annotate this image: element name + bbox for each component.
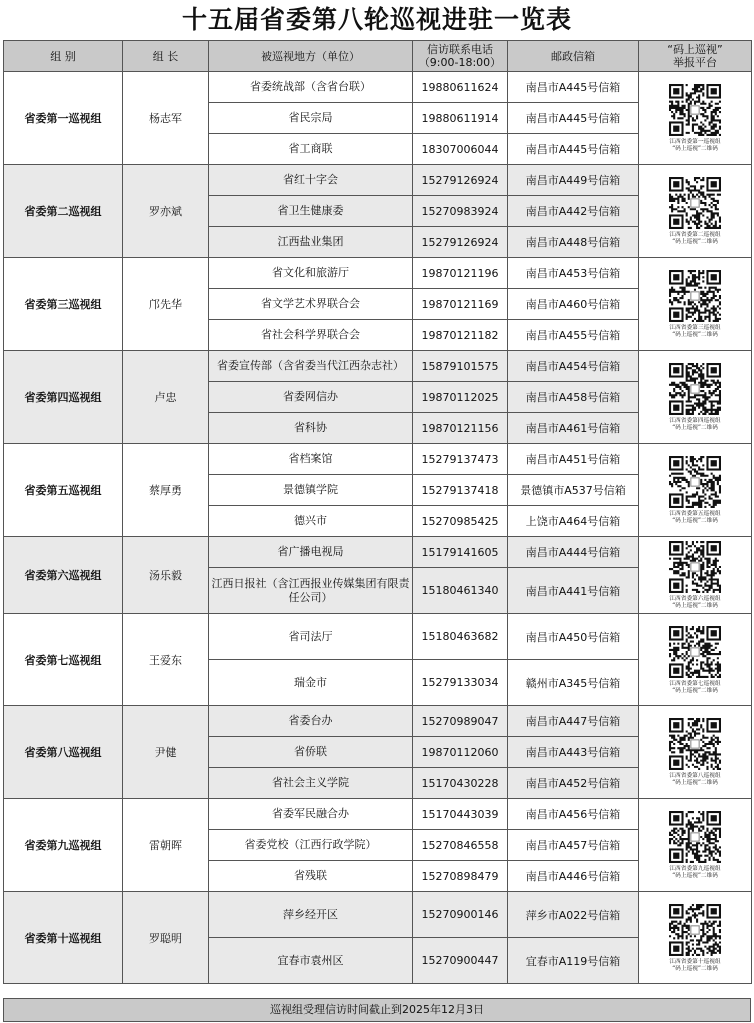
header-mail: 邮政信箱: [508, 41, 639, 72]
table-row: [4, 537, 752, 568]
group-name: 省委第二巡视组: [4, 165, 123, 258]
qr-caption-group: 江西省委第六巡视组: [669, 595, 721, 602]
group-name: 省委第四巡视组: [4, 351, 123, 444]
group-name: 省委第五巡视组: [4, 444, 123, 537]
qr-block[interactable]: [641, 904, 749, 972]
header-leader: 组 长: [123, 41, 209, 72]
phone-number: 15279126924: [413, 165, 508, 196]
qr-cell: [639, 537, 752, 614]
qr-caption-group: 江西省委第三巡视组: [669, 324, 721, 331]
qr-code-image: [669, 718, 721, 770]
qr-cell: [639, 351, 752, 444]
mailbox: 南昌市A446号信箱: [508, 861, 639, 892]
unit-name: 省委统战部（含省台联）: [209, 72, 413, 103]
phone-number: 15170443039: [413, 799, 508, 830]
qr-caption-label: “码上巡视”二维码: [672, 602, 718, 609]
table-row: [4, 892, 752, 938]
qr-code-image: [669, 84, 721, 136]
header-phone-line1: 信访联系电话: [427, 43, 493, 56]
group-leader: 王爱东: [123, 614, 209, 706]
qr-code-image: [669, 363, 721, 415]
table-row: [4, 258, 752, 289]
qr-caption-group: 江西省委第十巡视组: [669, 957, 721, 965]
mailbox: 南昌市A454号信箱: [508, 351, 639, 382]
qr-block[interactable]: [641, 84, 749, 152]
mailbox: 南昌市A448号信箱: [508, 227, 639, 258]
phone-number: 19880611624: [413, 72, 508, 103]
qr-block[interactable]: [641, 541, 749, 609]
group-leader: 罗亦斌: [123, 165, 209, 258]
qr-cell: [639, 706, 752, 799]
unit-name: 省侨联: [209, 737, 413, 768]
table-row: [4, 799, 752, 830]
phone-number: 15279126924: [413, 227, 508, 258]
unit-name: 省委军民融合办: [209, 799, 413, 830]
mailbox: 景德镇市A537号信箱: [508, 475, 639, 506]
qr-caption-label: “码上巡视”二维码: [672, 331, 718, 338]
qr-caption-group: 江西省委第四巡视组: [669, 417, 721, 424]
group-leader: 雷朝晖: [123, 799, 209, 892]
unit-name: 江西盐业集团: [209, 227, 413, 258]
phone-number: 15279137418: [413, 475, 508, 506]
qr-cell: [639, 614, 752, 706]
mailbox: 赣州市A345号信箱: [508, 660, 639, 706]
qr-block[interactable]: [641, 456, 749, 524]
phone-number: 19870112025: [413, 382, 508, 413]
unit-name: 瑞金市: [209, 660, 413, 706]
mailbox: 南昌市A444号信箱: [508, 537, 639, 568]
unit-name: 省科协: [209, 413, 413, 444]
unit-name: 景德镇学院: [209, 475, 413, 506]
phone-number: 15270846558: [413, 830, 508, 861]
mailbox: 南昌市A456号信箱: [508, 799, 639, 830]
mailbox: 南昌市A453号信箱: [508, 258, 639, 289]
group-leader: 罗聪明: [123, 892, 209, 984]
header-phone: [413, 41, 508, 72]
group-name: 省委第一巡视组: [4, 72, 123, 165]
phone-number: 15270985425: [413, 506, 508, 537]
mailbox: 南昌市A451号信箱: [508, 444, 639, 475]
qr-caption-group: 江西省委第九巡视组: [669, 865, 721, 872]
mailbox: 萍乡市A022号信箱: [508, 892, 639, 938]
qr-caption-group: 江西省委第二巡视组: [669, 231, 721, 238]
phone-number: 15270983924: [413, 196, 508, 227]
qr-caption-label: “码上巡视”二维码: [672, 424, 718, 431]
phone-number: 19880611914: [413, 103, 508, 134]
mailbox: 南昌市A460号信箱: [508, 289, 639, 320]
group-leader: 汤乐毅: [123, 537, 209, 614]
unit-name: 省广播电视局: [209, 537, 413, 568]
qr-code-image: [669, 541, 721, 593]
unit-name: 省委台办: [209, 706, 413, 737]
header-qr-line1: “码上巡视”: [667, 43, 723, 56]
qr-block[interactable]: [641, 718, 749, 786]
phone-number: 15180463682: [413, 614, 508, 660]
unit-name: 省文学艺术界联合会: [209, 289, 413, 320]
qr-caption-group: 江西省委第八巡视组: [669, 772, 721, 779]
qr-code-image: [669, 270, 721, 322]
mailbox: 南昌市A457号信箱: [508, 830, 639, 861]
table-row: [4, 706, 752, 737]
table-row: [4, 72, 752, 103]
qr-block[interactable]: [641, 363, 749, 431]
unit-name: 省委宣传部（含省委当代江西杂志社）: [209, 351, 413, 382]
unit-name: 省司法厅: [209, 614, 413, 660]
header-unit: 被巡视地方（单位）: [209, 41, 413, 72]
mailbox: 宜春市A119号信箱: [508, 938, 639, 984]
unit-name: 省文化和旅游厅: [209, 258, 413, 289]
qr-code-image: [669, 904, 721, 956]
qr-code-image: [669, 626, 721, 678]
phone-number: 18307006044: [413, 134, 508, 165]
phone-number: 15270900146: [413, 892, 508, 938]
group-name: 省委第八巡视组: [4, 706, 123, 799]
unit-name: 萍乡经开区: [209, 892, 413, 938]
group-name: 省委第十巡视组: [4, 892, 123, 984]
mailbox: 南昌市A442号信箱: [508, 196, 639, 227]
table-header-row: [4, 41, 752, 72]
qr-cell: [639, 72, 752, 165]
header-group: 组 别: [4, 41, 123, 72]
qr-caption-label: “码上巡视”二维码: [672, 145, 718, 152]
phone-number: 15279133034: [413, 660, 508, 706]
phone-number: 15879101575: [413, 351, 508, 382]
unit-name: 省卫生健康委: [209, 196, 413, 227]
group-leader: 蔡厚勇: [123, 444, 209, 537]
qr-block[interactable]: [641, 270, 749, 338]
group-leader: 尹健: [123, 706, 209, 799]
mailbox: 南昌市A445号信箱: [508, 72, 639, 103]
qr-cell: [639, 799, 752, 892]
qr-caption-group: 江西省委第七巡视组: [669, 679, 721, 687]
qr-caption-label: “码上巡视”二维码: [672, 872, 718, 879]
unit-name: 省委网信办: [209, 382, 413, 413]
qr-caption-label: “码上巡视”二维码: [672, 238, 718, 245]
table-row: [4, 351, 752, 382]
qr-code-image: [669, 177, 721, 229]
qr-cell: [639, 165, 752, 258]
mailbox: 南昌市A445号信箱: [508, 134, 639, 165]
table-row: [4, 165, 752, 196]
unit-name: 省工商联: [209, 134, 413, 165]
footer-note: 巡视组受理信访时间截止到2025年12月3日: [3, 998, 751, 1022]
phone-number: 15270989047: [413, 706, 508, 737]
qr-code-image: [669, 811, 721, 863]
table-row: [4, 614, 752, 660]
qr-cell: [639, 444, 752, 537]
unit-name: 省社会科学界联合会: [209, 320, 413, 351]
qr-caption-group: 江西省委第五巡视组: [669, 510, 721, 517]
phone-number: 19870121169: [413, 289, 508, 320]
phone-number: 15270900447: [413, 938, 508, 984]
phone-number: 15179141605: [413, 537, 508, 568]
page-title: 十五届省委第八轮巡视进驻一览表: [181, 5, 572, 34]
qr-caption-label: “码上巡视”二维码: [672, 517, 718, 524]
qr-caption-label: “码上巡视”二维码: [672, 964, 718, 972]
unit-name: 省红十字会: [209, 165, 413, 196]
mailbox: 南昌市A449号信箱: [508, 165, 639, 196]
inspection-table: [3, 40, 752, 984]
phone-number: 19870112060: [413, 737, 508, 768]
unit-name: 省委党校（江西行政学院）: [209, 830, 413, 861]
unit-name: 省民宗局: [209, 103, 413, 134]
group-leader: 卢忠: [123, 351, 209, 444]
mailbox: 南昌市A441号信箱: [508, 568, 639, 614]
mailbox: 南昌市A455号信箱: [508, 320, 639, 351]
mailbox: 南昌市A450号信箱: [508, 614, 639, 660]
qr-block[interactable]: [641, 626, 749, 694]
phone-number: 19870121182: [413, 320, 508, 351]
qr-block[interactable]: [641, 177, 749, 245]
group-leader: 杨志军: [123, 72, 209, 165]
phone-number: 15270898479: [413, 861, 508, 892]
group-leader: 邝先华: [123, 258, 209, 351]
qr-caption-label: “码上巡视”二维码: [672, 686, 718, 694]
unit-name: 宜春市袁州区: [209, 938, 413, 984]
mailbox: 南昌市A452号信箱: [508, 768, 639, 799]
phone-number: 19870121156: [413, 413, 508, 444]
header-qr: [639, 41, 752, 72]
unit-name: 省档案馆: [209, 444, 413, 475]
unit-name: 省社会主义学院: [209, 768, 413, 799]
mailbox: 南昌市A461号信箱: [508, 413, 639, 444]
mailbox: 南昌市A445号信箱: [508, 103, 639, 134]
header-qr-line2: 举报平台: [673, 56, 717, 69]
phone-number: 15279137473: [413, 444, 508, 475]
group-name: 省委第七巡视组: [4, 614, 123, 706]
qr-block[interactable]: [641, 811, 749, 879]
header-phone-line2: （9:00-18:00）: [418, 56, 502, 69]
unit-name: 德兴市: [209, 506, 413, 537]
qr-cell: [639, 258, 752, 351]
mailbox: 南昌市A458号信箱: [508, 382, 639, 413]
unit-name: 江西日报社（含江西报业传媒集团有限责任公司）: [209, 568, 413, 614]
qr-caption-label: “码上巡视”二维码: [672, 779, 718, 786]
phone-number: 15180461340: [413, 568, 508, 614]
mailbox: 上饶市A464号信箱: [508, 506, 639, 537]
mailbox: 南昌市A447号信箱: [508, 706, 639, 737]
group-name: 省委第三巡视组: [4, 258, 123, 351]
qr-code-image: [669, 456, 721, 508]
qr-caption-group: 江西省委第一巡视组: [669, 138, 721, 145]
unit-name: 省残联: [209, 861, 413, 892]
group-name: 省委第六巡视组: [4, 537, 123, 614]
phone-number: 15170430228: [413, 768, 508, 799]
table-row: [4, 444, 752, 475]
group-name: 省委第九巡视组: [4, 799, 123, 892]
mailbox: 南昌市A443号信箱: [508, 737, 639, 768]
qr-cell: [639, 892, 752, 984]
phone-number: 19870121196: [413, 258, 508, 289]
